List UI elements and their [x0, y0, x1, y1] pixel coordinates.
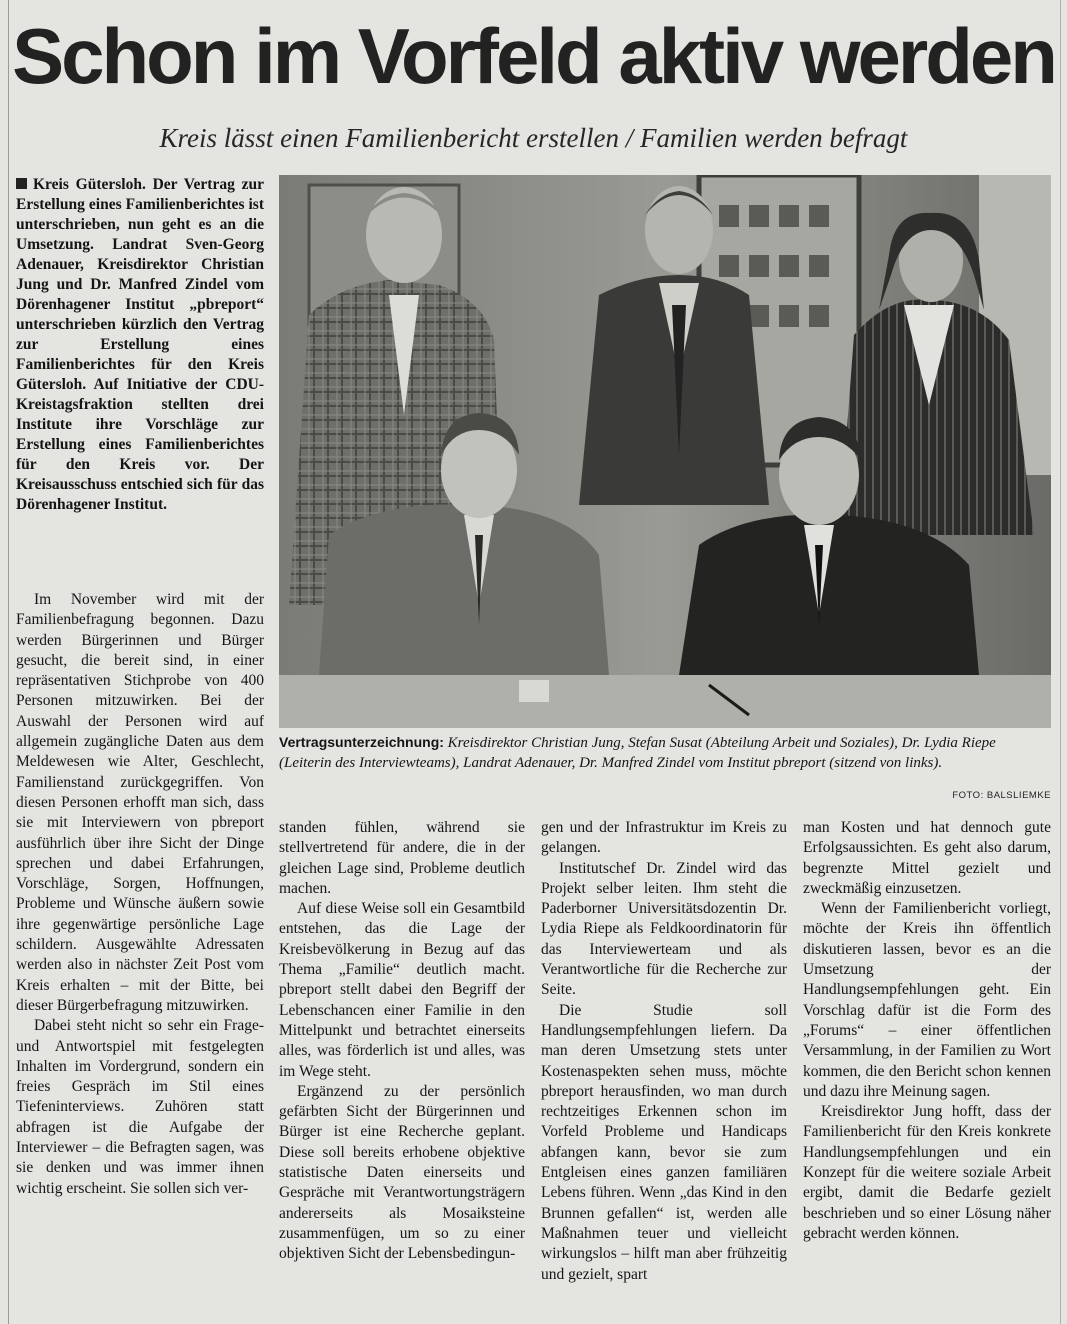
paragraph: man Kosten und hat dennoch gute Erfolgsaussichten. Es geht also darum, begrenzte Mittel gezielt und zweckmäßig einzusetzen.: [803, 819, 1051, 897]
text-column-3: [541, 818, 787, 1285]
paragraph: Institutschef Dr. Zindel wird das Projekt selber leiten. Ihm steht die Paderborner Universitätsdozentin Dr. Lydia Riepe als Feldkoordinatorin für das Interviewerteam und als Verantwortliche für die Recherche zur Seite.: [541, 859, 787, 999]
lead-square-marker: [16, 178, 27, 189]
paragraph: Kreisdirektor Jung hofft, dass der Familienbericht für den Kreis konkrete Handlungsempfehlungen und ein Konzept für die weitere soziale Arbeit ergibt, damit die Bedarfe gezielt beschrieben und so einer Lösung näher gebracht werden können.: [803, 1103, 1051, 1242]
lead-paragraph: [16, 175, 264, 515]
paragraph: Ergänzend zu der persönlich gefärbten Sicht der Bürgerinnen und Bürger ist eine Recherche geplant. Diese soll bereits erhobene objektive statistische Daten einerseits und Gespräche mit Verantwortungsträgern andererseits als Mosaiksteine zusammenfügen, um so zu einer objektiven Sicht der Lebensbedingun-: [279, 1082, 525, 1263]
paragraph: Die Studie soll Handlungsempfehlungen liefern. Da man deren Umsetzung stets unter Kostenaspekten sehen muss, möchte pbreport herausfinden, wo man durch rechtzeitiges Erkennen schon im Vorfeld Probleme und Handicaps abfangen kann, bevor sie zum Entgleisen eines ganzen familiären Lebens führen. Wenn „das Kind in den Brunnen gefallen“ ist, werden alle Maßnahmen teuer und vielleicht wirkungslos – hilft man aber frühzeitig und gezielt, spart: [541, 1001, 787, 1283]
paragraph: gen und der Infrastruktur im Kreis zu gelangen.: [541, 819, 787, 857]
paragraph: Auf diese Weise soll ein Gesamtbild entstehen, das die Lage der Kreisbevölkerung in Bezug auf das Thema „Familie“ deutlich macht. pbreport stellt dabei den Begriff der Lebenschancen einer Familie in den Mittelpunkt und betrachtet einerseits alles, was förderlich ist und alles, was im Wege steht.: [279, 900, 525, 1080]
photo-caption: [279, 733, 1051, 773]
caption-label: Vertragsunterzeichnung:: [279, 734, 444, 750]
headline: Schon im Vorfeld aktiv werden: [12, 12, 1055, 100]
paragraph: Dabei steht nicht so sehr ein Frage- und Antwortspiel mit festgelegten Inhalten im Vordergrund, sondern ein freies Gespräch im Stil eines Tiefeninterviews. Zuhören statt abfragen ist die Aufgabe der Interviewer – die Befragten sagen, was sie denken und was immer ihnen wichtig erscheint. Sie sollen sich ver-: [16, 1017, 264, 1197]
paragraph: Im November wird mit der Familienbefragung begonnen. Dazu werden Bürgerinnen und Bürger gesucht, die bereit sind, in einer repräsentativen Stichprobe von 400 Personen mitzuwirken. Bei der Auswahl der Personen wird auf allgemein zugängliche Daten aus dem Meldewesen wie Alter, Geschlecht, Familienstand zurückgegriffen. Von diesen Personen erhofft man sich, dass sie mit Interviewern von pbreport ausführlich über ihre Sicht der Dinge sprechen und dabei Erfahrungen, Vorschläge, Sorgen, Hoffnungen, Probleme und Wünsche äußern sowie ihre gegenwärtige persönliche Lage schildern. Ausgewählte Adressaten werden also in nächster Zeit Post vom Kreis erhalten – mit der Bitte, bei dieser Bürgerbefragung mitzuwirken.: [16, 591, 264, 1014]
photo-credit: FOTO: BALSLIEMKE: [952, 790, 1051, 801]
text-column-2: [279, 818, 525, 1265]
page-edge-left: [8, 0, 9, 1324]
paragraph: standen fühlen, während sie stellvertretend für andere, die in der gleichen Lage sind, Probleme deutlich machen.: [279, 819, 525, 897]
subheadline: Kreis lässt einen Familienbericht erstellen / Familien werden befragt: [159, 123, 908, 153]
paragraph: Wenn der Familienbericht vorliegt, möchte der Kreis ihn öffentlich diskutieren lassen, bevor es an die Umsetzung der Handlungsempfehlungen geht. Ein Vorschlag dafür ist die Form des „Forums“ – einer öffentlichen Versammlung, in der Familien zu Wort kommen, die den Bericht schon kennen und dazu ihre Meinung sagen.: [803, 900, 1051, 1100]
page-edge-right: [1060, 0, 1061, 1324]
article-photo: [279, 175, 1051, 728]
lead-text: Kreis Gütersloh. Der Vertrag zur Erstellung eines Familienberichtes ist unterschrieben, nun geht es an die Umsetzung. Landrat Sven-Georg Adenauer, Kreisdirektor Christian Jung und Dr. Manfred Zindel vom Dörenhagener Institut „pbreport“ unterschrieben kürzlich den Vertrag zur Erstellung eines Familienberichtes für den Kreis Gütersloh. Auf Initiative der CDU-Kreistagsfraktion stellten drei Institute ihre Vorschläge zur Erstellung eines Familienberichtes für den Kreis vor. Der Kreisausschuss entschied sich für das Dörenhagener Institut.: [16, 176, 264, 513]
text-column-4: [803, 818, 1051, 1244]
text-column-1: [16, 590, 264, 1199]
group-photo-illustration: [279, 175, 1051, 728]
caption-text: Kreisdirektor Christian Jung, Stefan Susat (Abteilung Arbeit und Soziales), Dr. Lydia Riepe (Leiterin des Interviewteams), Landrat Adenauer, Dr. Manfred Zindel vom Institut pbreport (sitzend von links).: [279, 735, 996, 771]
